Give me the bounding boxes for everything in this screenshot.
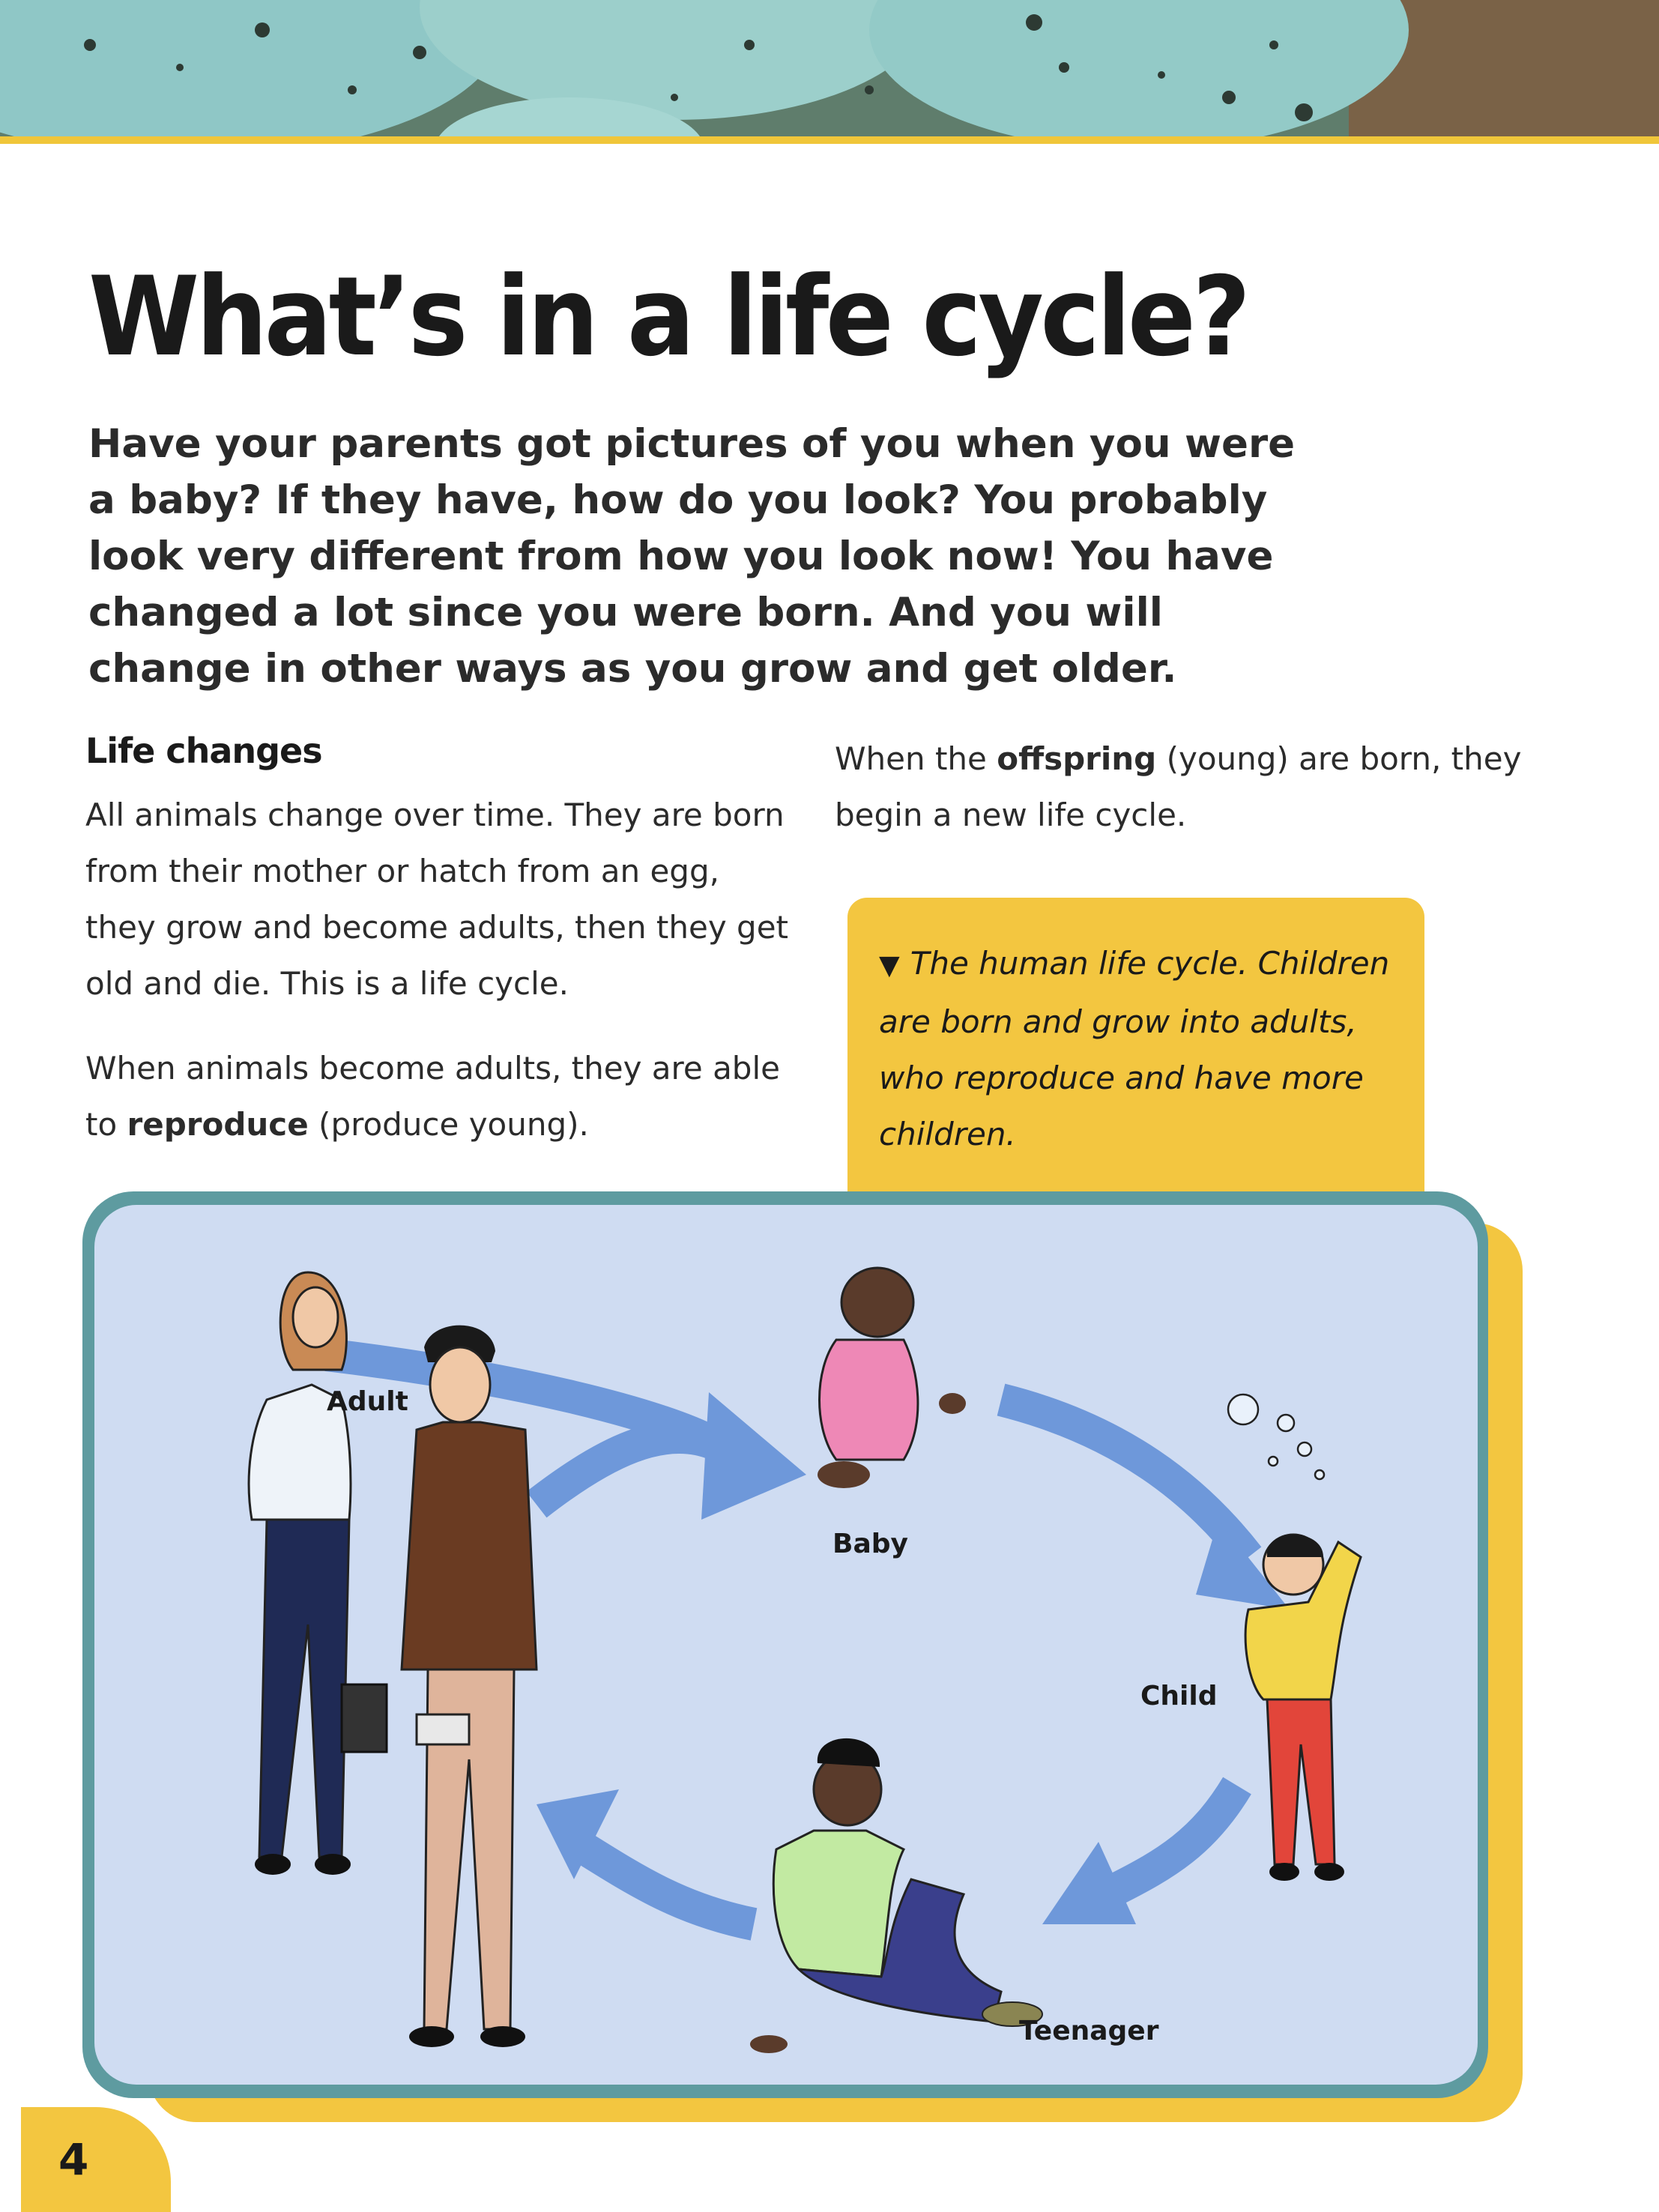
offspring-paragraph: When the offspring (young) are born, they begin a new life cycle. (835, 740, 1522, 833)
page-title: What’s in a life cycle? (88, 253, 1248, 381)
page-number-badge (21, 2107, 171, 2212)
stage-label-baby: Baby (832, 1529, 908, 1559)
intro-paragraph: Have your parents got pictures of you when you were a baby? If they have, how do you look? You probably look very different from how you look now! You have changed a lot since you were born. And you will change in other ways as you grow and get older. (88, 421, 1296, 692)
page-number: 4 (58, 2134, 89, 2185)
term-offspring: offspring (997, 740, 1157, 777)
adult-man-figure (402, 1326, 537, 2047)
teenager-figure (750, 1738, 1042, 2053)
speckled-eggs-photo (0, 0, 1659, 136)
arrowhead-baby (701, 1392, 806, 1520)
arrow-baby-to-child (1001, 1400, 1248, 1557)
triangle-down-icon: ▼ (879, 950, 900, 981)
caption-box (847, 898, 1424, 1212)
term-reproduce: reproduce (127, 1106, 309, 1143)
stage-label-teenager: Teenager (1019, 2016, 1159, 2046)
top-rule (0, 136, 1659, 144)
section-heading: Life changes (85, 731, 322, 771)
caption-text: ▼ The human life cycle. Children are born and grow into adults, who reproduce and have more children. (879, 945, 1390, 1152)
reproduce-paragraph: When animals become adults, they are able to reproduce (produce young). (85, 1050, 780, 1143)
arrow-adult-to-baby-lower (537, 1437, 716, 1505)
baby-figure (818, 1268, 966, 1488)
life-cycle-illustration (94, 1205, 1478, 2085)
stage-label-child: Child (1140, 1681, 1218, 1711)
arrow-child-to-teen (1113, 1786, 1237, 1891)
life-cycle-diagram (94, 1205, 1478, 2085)
stage-label-adult: Adult (327, 1386, 408, 1417)
child-figure (1228, 1394, 1361, 1881)
life-changes-paragraph: All animals change over time. They are born from their mother or hatch from an egg, they grow and become adults, then they get old and die. This is a life cycle. (85, 797, 789, 1002)
arrow-teen-to-adult (574, 1842, 754, 1924)
